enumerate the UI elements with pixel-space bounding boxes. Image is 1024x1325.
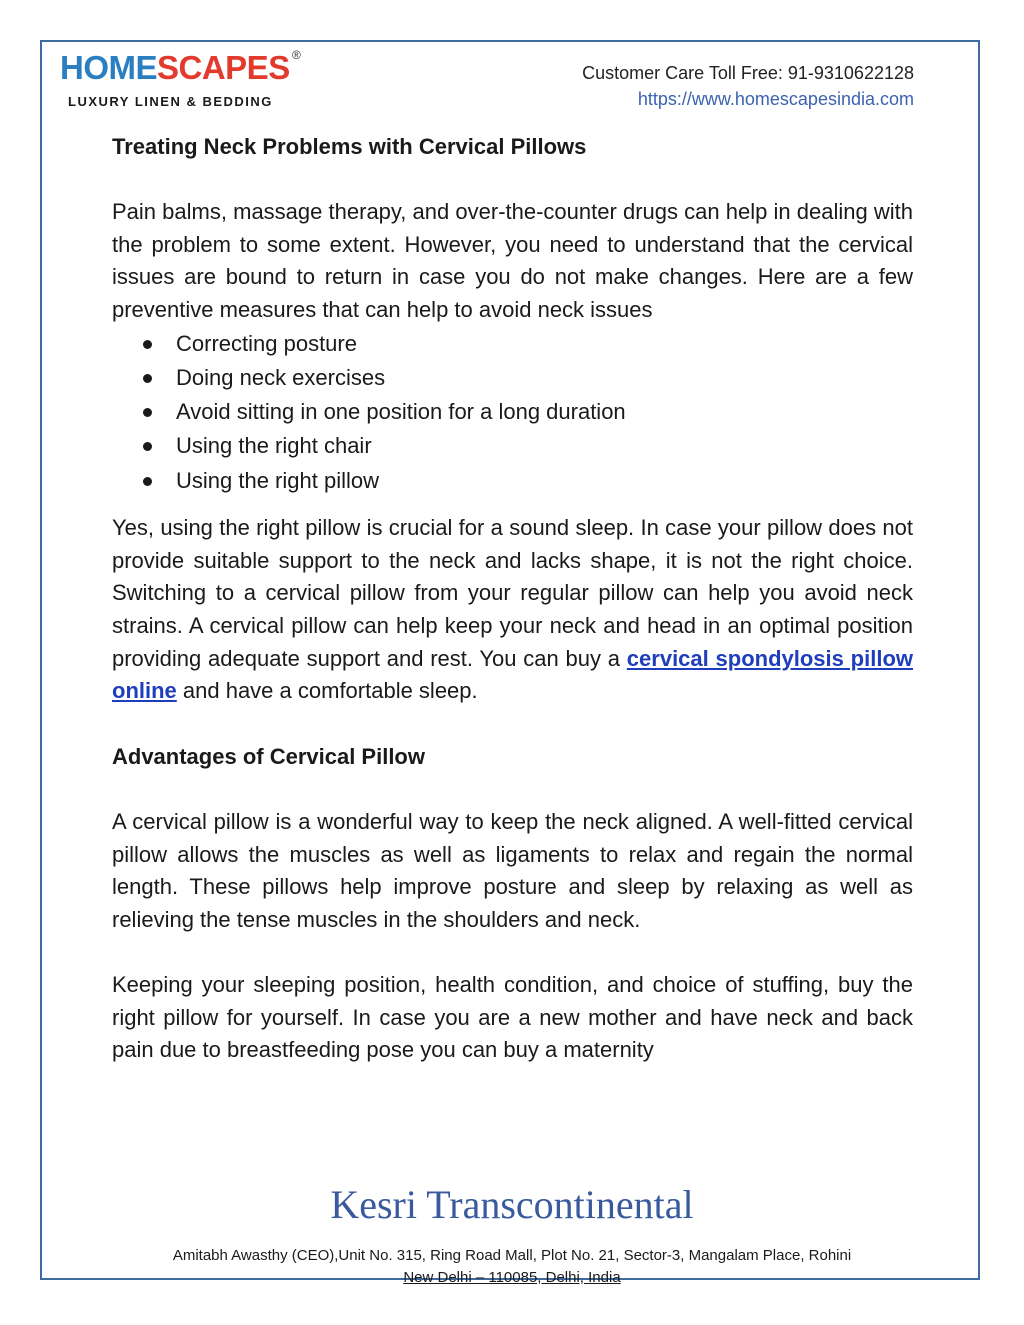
paragraph-intro: Pain balms, massage therapy, and over-the-counter drugs can help in dealing with the problem to some extent. However, you need to understand that the cervical issues are bound to return in case you do not make changes. Here are a few preventive measures that can help to avoid neck issues — [112, 199, 913, 323]
registered-mark: ® — [292, 48, 301, 62]
list-item: Correcting posture — [112, 327, 913, 361]
homescapes-logo[interactable] — [60, 48, 310, 112]
article-body — [112, 130, 913, 1067]
website-link[interactable]: https://www.homescapesindia.com — [637, 89, 914, 109]
preventive-measures-list — [112, 327, 913, 498]
logo-tagline: LUXURY LINEN & BEDDING — [68, 94, 273, 109]
footer-brand: Kesri Transcontinental — [330, 1182, 694, 1227]
address-line-1: Amitabh Awasthy (CEO),Unit No. 315, Ring Road Mall, Plot No. 21, Sector-3, Mangalam Place, Rohini — [172, 1247, 852, 1264]
customer-care-number: Customer Care Toll Free: 91-9310622128 — [582, 63, 914, 83]
address-line-2: New Delhi – 110085, Delhi, India — [403, 1269, 621, 1286]
footer-address — [0, 1245, 1024, 1289]
list-item: Using the right pillow — [112, 464, 913, 498]
paragraph-advantages: A cervical pillow is a wonderful way to keep the neck aligned. A well-fitted cervical pillow allows the muscles as well as ligaments to relax and regain the normal length. These pillows help improve posture and sleep by relaxing as well as relieving the tense muscles in the shoulders and neck. — [112, 809, 913, 933]
paragraph-choice: Keeping your sleeping position, health condition, and choice of stuffing, buy the right pillow for yourself. In case you are a new mother and have neck and back pain due to breastfeeding pose you can buy a maternity — [112, 971, 913, 1063]
list-item: Using the right chair — [112, 429, 913, 463]
section-heading-advantages: Advantages of Cervical Pillow — [112, 744, 425, 770]
header-contact — [582, 60, 914, 112]
cervical-pillow-link[interactable]: cervical spondylosis pillow online — [112, 645, 913, 704]
section-heading-treating: Treating Neck Problems with Cervical Pillows — [112, 134, 587, 159]
paragraph-right-pillow: Yes, using the right pillow is crucial for a sound sleep. In case your pillow does not provide suitable support to the neck and lacks shape, it is not the right choice. Switching to a cervical pillow from your regular pillow can help you avoid neck strains. A cervical pillow can help keep your neck and head in an optimal position providing adequate support and rest. You can buy a cervical spondylosis pillow online and have a comfortable sleep. — [112, 514, 913, 704]
logo-wordmark: HOMESCAPES — [60, 49, 290, 86]
list-item: Avoid sitting in one position for a long duration — [112, 395, 913, 429]
list-item: Doing neck exercises — [112, 361, 913, 395]
